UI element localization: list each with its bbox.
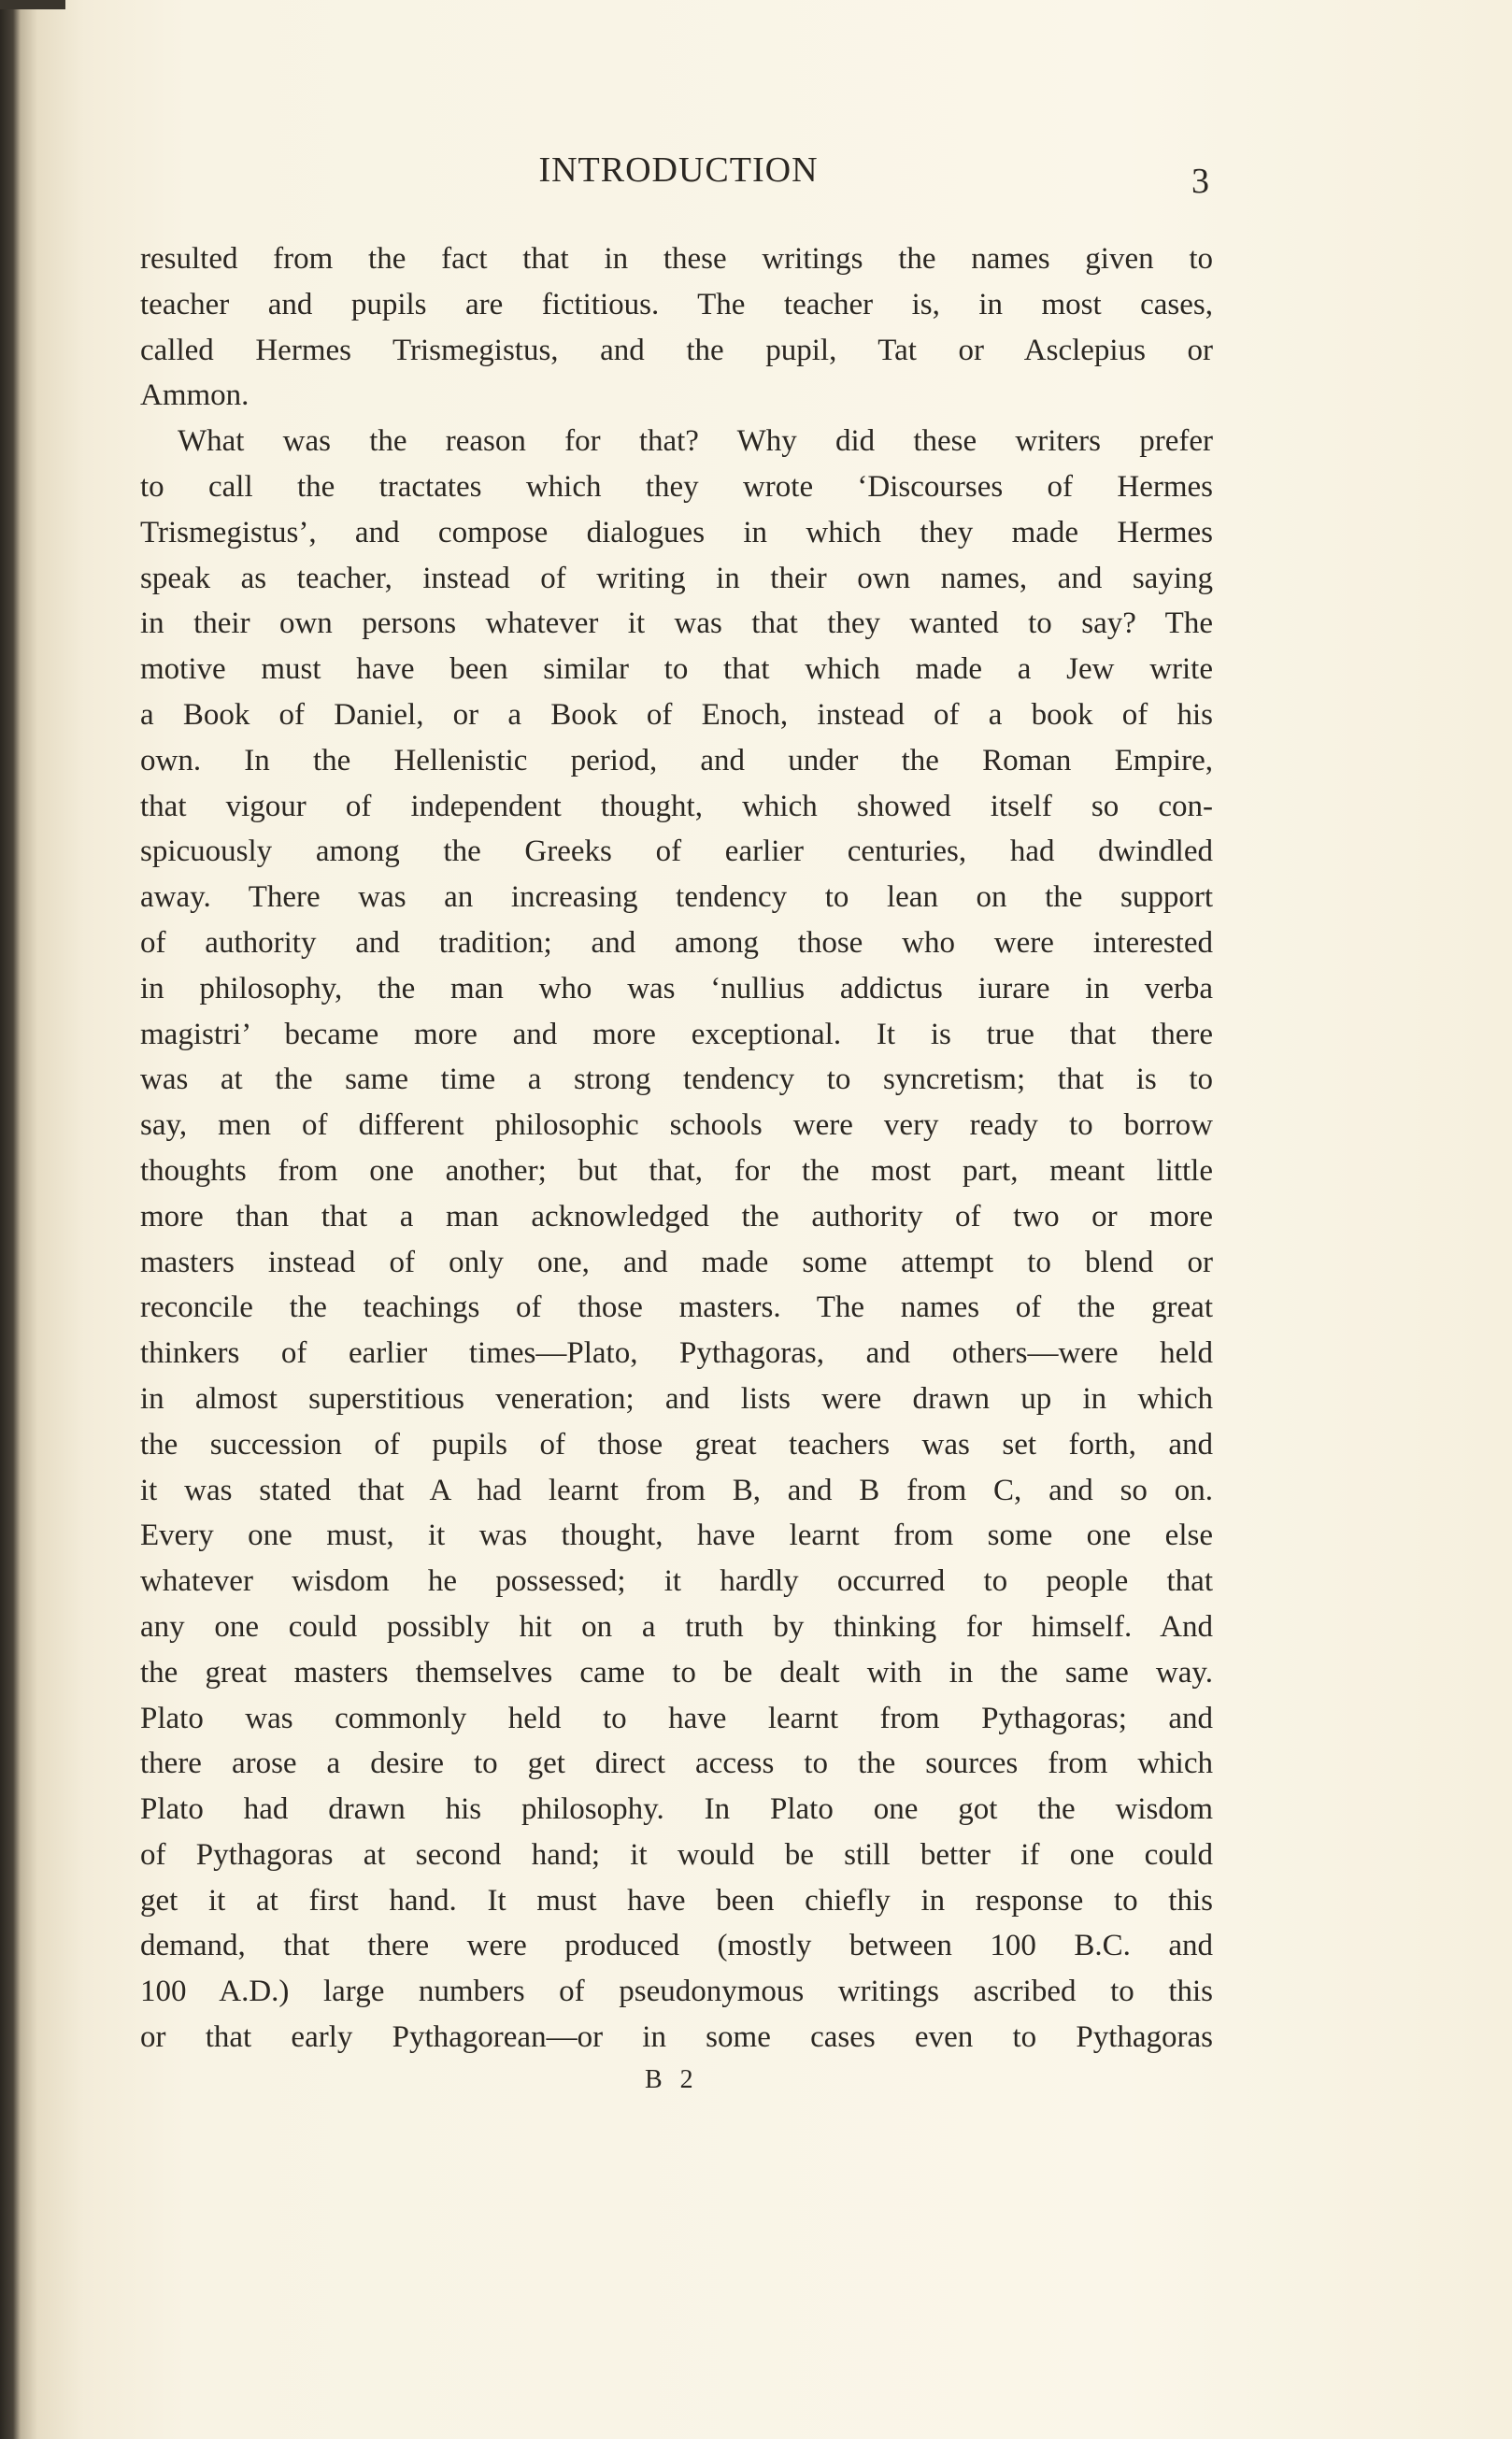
- text-line: What was the reason for that? Why did these writers prefer: [178, 424, 1213, 459]
- text-line: in their own persons whatever it was that they wanted to say? The: [140, 606, 1213, 641]
- text-line: Every one must, it was thought, have learnt from some one else: [140, 1519, 1213, 1553]
- text-line: Ammon.: [140, 378, 250, 413]
- text-line: motive must have been similar to that which made a Jew write: [140, 652, 1213, 687]
- text-line: thoughts from one another; but that, for the most part, meant little: [140, 1153, 1213, 1188]
- text-line: Plato was commonly held to have learnt from Pythagoras; and: [140, 1701, 1213, 1735]
- text-line: demand, that there were produced (mostly between 100 B.C. and: [140, 1929, 1213, 1963]
- text-line: called Hermes Trismegistus, and the pupil, Tat or Asclepius or: [140, 333, 1213, 367]
- text-line: teacher and pupils are fictitious. The teacher is, in most cases,: [140, 287, 1213, 321]
- text-line: Plato had drawn his philosophy. In Plato one got the wisdom: [140, 1792, 1213, 1827]
- text-line: of Pythagoras at second hand; it would be still better if one could: [140, 1837, 1213, 1872]
- text-line: 100 A.D.) large numbers of pseudonymous writings ascribed to this: [140, 1975, 1213, 2009]
- text-line: magistri’ became more and more exceptional. It is true that there: [140, 1017, 1213, 1051]
- text-line: say, men of different philosophic schools were very ready to borrow: [140, 1108, 1213, 1143]
- text-line: was at the same time a strong tendency to syncretism; that is to: [140, 1063, 1213, 1097]
- text-line: it was stated that A had learnt from B, and B from C, and so on.: [140, 1473, 1213, 1507]
- text-line: any one could possibly hit on a truth by thinking for himself. And: [140, 1609, 1213, 1644]
- text-line: get it at first hand. It must have been chiefly in response to this: [140, 1883, 1213, 1918]
- text-line: in philosophy, the man who was ‘nullius addictus iurare in verba: [140, 971, 1213, 1006]
- text-line: of authority and tradition; and among those who were interested: [140, 925, 1213, 960]
- text-line: that vigour of independent thought, which showed itself so con-: [140, 789, 1213, 823]
- text-line: there arose a desire to get direct access to the sources from which: [140, 1747, 1213, 1781]
- text-line: speak as teacher, instead of writing in their own names, and saying: [140, 561, 1213, 595]
- text-line: a Book of Daniel, or a Book of Enoch, instead of a book of his: [140, 697, 1213, 732]
- text-line: masters instead of only one, and made some attempt to blend or: [140, 1245, 1213, 1279]
- binding-edge: [0, 0, 65, 9]
- text-line: spicuously among the Greeks of earlier centuries, had dwindled: [140, 834, 1213, 869]
- text-line: more than that a man acknowledged the authority of two or more: [140, 1199, 1213, 1234]
- body-text: [140, 236, 1213, 2061]
- text-line: own. In the Hellenistic period, and under the Roman Empire,: [140, 743, 1213, 777]
- signature-mark: B 2: [645, 2065, 699, 2094]
- text-line: the great masters themselves came to be dealt with in the same way.: [140, 1655, 1213, 1690]
- text-line: away. There was an increasing tendency to lean on the support: [140, 880, 1213, 915]
- text-line: thinkers of earlier times—Plato, Pythagoras, and others—were held: [140, 1336, 1213, 1371]
- text-line: Trismegistus’, and compose dialogues in which they made Hermes: [140, 515, 1213, 549]
- text-line: or that early Pythagorean—or in some cases even to Pythagoras: [140, 2020, 1213, 2055]
- text-line: in almost superstitious veneration; and lists were drawn up in which: [140, 1381, 1213, 1416]
- text-line: the succession of pupils of those great teachers was set forth, and: [140, 1427, 1213, 1462]
- text-line: whatever wisdom he possessed; it hardly occurred to people that: [140, 1564, 1213, 1599]
- page-number: 3: [1191, 162, 1209, 201]
- text-line: to call the tractates which they wrote ‘Discourses of Hermes: [140, 469, 1213, 504]
- text-line: reconcile the teachings of those masters. The names of the great: [140, 1291, 1213, 1325]
- running-title: INTRODUCTION: [538, 150, 819, 190]
- text-line: resulted from the fact that in these writings the names given to: [140, 242, 1213, 276]
